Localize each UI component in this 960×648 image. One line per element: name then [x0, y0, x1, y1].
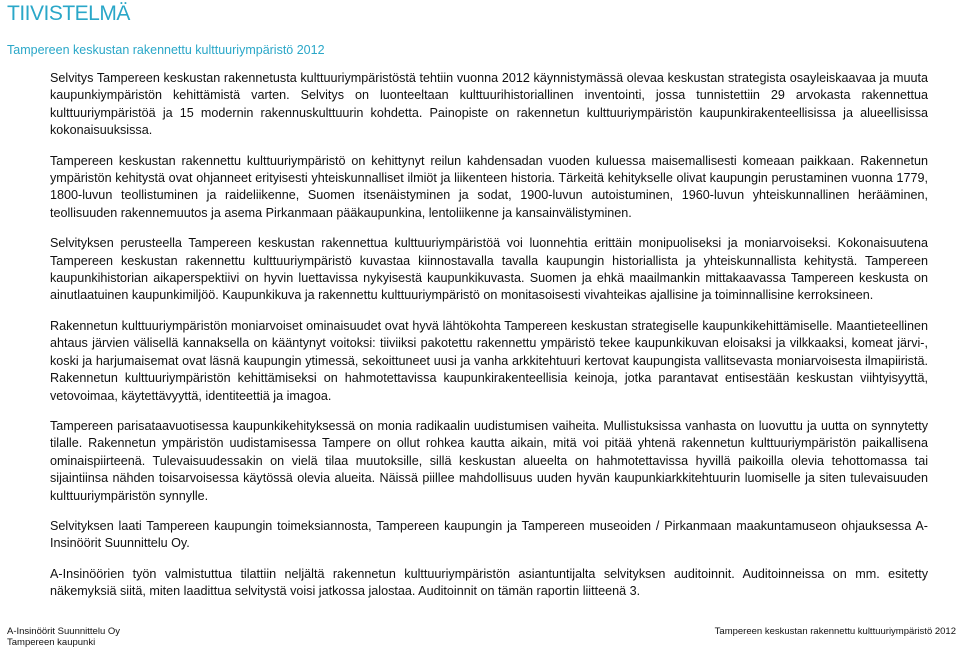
page-subtitle: Tampereen keskustan rakennettu kulttuuriympäristö 2012	[7, 43, 325, 57]
footer-report-title: Tampereen keskustan rakennettu kulttuuriympäristö 2012	[714, 626, 956, 637]
summary-body	[50, 70, 928, 614]
footer-client: Tampereen kaupunki	[7, 637, 96, 648]
paragraph-2: Tampereen keskustan rakennettu kulttuuriympäristö on kehittynyt reilun kahdensadan vuoden kuluessa maisemallisesti komeaan paikkaan. Rakennetun ympäristön kehitystä ovat ohjanneet erityisesti yhteiskunnalliset ilmiöt ja liikenteen historia. Tärkeitä kehitykselle olivat kaupungin perustaminen vuonna 1779, 1800-luvun teollistuminen ja raideliikenne, Suomen itsenäistyminen ja sodat, 1900-luvun autoistuminen, 1960-luvun yhteiskunnallinen herääminen, teollisuuden rakennemuutos ja asema Pirkanmaan pääkaupunkina, lentoliikenne ja kansainvälistyminen.	[50, 153, 928, 220]
paragraph-6: Selvityksen laati Tampereen kaupungin toimeksiannosta, Tampereen kaupungin ja Tampereen museoiden / Pirkanmaan maakuntamuseon ohjauksessa A-Insinöörit Suunnittelu Oy.	[50, 518, 928, 551]
paragraph-5: Tampereen parisataavuotisessa kaupunkikehityksessä on monia radikaalin uudistumisen vaiheita. Mullistuksissa vanhasta on luovuttu ja uutta on synnytetty tilalle. Rakennetun ympäristön uudistamisessa Tampere on ollut rohkea kautta aikain, mitä voi pitää yhtenä rakennetun kulttuuriympäristön paikallisena ominaispiirteenä. Tulevaisuudessakin on vielä tilaa muutoksille, sillä keskustan alueelta on hahmotettavissa hyvillä paikoilla olevia tehottomassa tai sijaintiinsa nähden toisarvoisessa käytössä olevia alueita. Näissä piillee mahdollisuus uuden hyvän kaupunkiarkkitehtuurin luomiselle ja siten tulevaisuuden kulttuuriympäristön synnylle.	[50, 418, 928, 503]
paragraph-1: Selvitys Tampereen keskustan rakennetusta kulttuuriympäristöstä tehtiin vuonna 2012 käynnistymässä olevaa keskustan strategista osayleiskaavaa ja muuta kaupunkiympäristön kehittämistä varten. Selvitys on luonteeltaan kulttuurihistoriallinen inventointi, jossa tunnistettiin 29 arvokasta rakennettua kulttuuriympäristöä ja 15 modernin rakennuskulttuurin kohdetta. Painopiste on rakennetun kulttuuriympäristön kaupunkirakenteellisissa ja alueellisissa kokonaisuuksissa.	[50, 71, 928, 138]
paragraph-3: Selvityksen perusteella Tampereen keskustan rakennettua kulttuuriympäristöä voi luonnehtia erittäin monipuoliseksi ja moniarvoiseksi. Kokonaisuutena Tampereen keskustan rakennettu kulttuuriympäristö kuvastaa kiinnostavalla tavalla kaupungin historiallista ja yhteiskunnallista kehitystä. Tampereen kaupunkihistorian aikaperspektiivi on hyvin luettavissa nykyisestä kaupunkikuvasta. Suomen ja ehkä maailmankin mittakaavassa Tampereen keskusta on ainutlaatuinen kaupunkimiljöö. Kaupunkikuva ja rakennettu kulttuuriympäristö on monitasoisesti vivahteikas ajallisine ja toiminnallisine kerroksineen.	[50, 236, 928, 303]
footer-left	[7, 626, 120, 648]
paragraph-7: A-Insinöörien työn valmistuttua tilattiin neljältä rakennetun kulttuuriympäristön asiantuntijalta selvityksen auditoinnit. Auditoinneissa on mm. esitetty näkemyksiä siitä, miten laadittua selvitystä voisi jatkossa jalostaa. Auditoinnit on tämän raportin liitteenä 3.	[50, 566, 928, 599]
footer-company: A-Insinöörit Suunnittelu Oy	[7, 626, 121, 637]
paragraph-4: Rakennetun kulttuuriympäristön moniarvoiset ominaisuudet ovat hyvä lähtökohta Tampereen keskustan strategiselle kaupunkikehittämiselle. Maantieteellinen ahtaus järvien välisellä kannaksella on kääntynyt voitoksi: tiiviiksi pakotettu rakennettu ympäristö tekee kaupunkikuvan eloisaksi ja vilkkaaksi, komeat järvi-, koski ja harjumaisemat ovat läsnä kaupungin ytimessä, sekoittuneet uusi ja vanha arkkitehtuuri kertovat kaupungista vallitsevasta moniarvoisesta ilmapiiristä. Rakennetun kulttuuriympäristön kehittämiseksi on hahmotettavissa kaupunkirakenteellisia keinoja, jotka parantavat entisestään keskustan viihtyisyyttä, vetovoimaa, käytettävyyttä, identiteettiä ja imagoa.	[50, 318, 928, 403]
page-title: TIIVISTELMÄ	[7, 2, 130, 25]
